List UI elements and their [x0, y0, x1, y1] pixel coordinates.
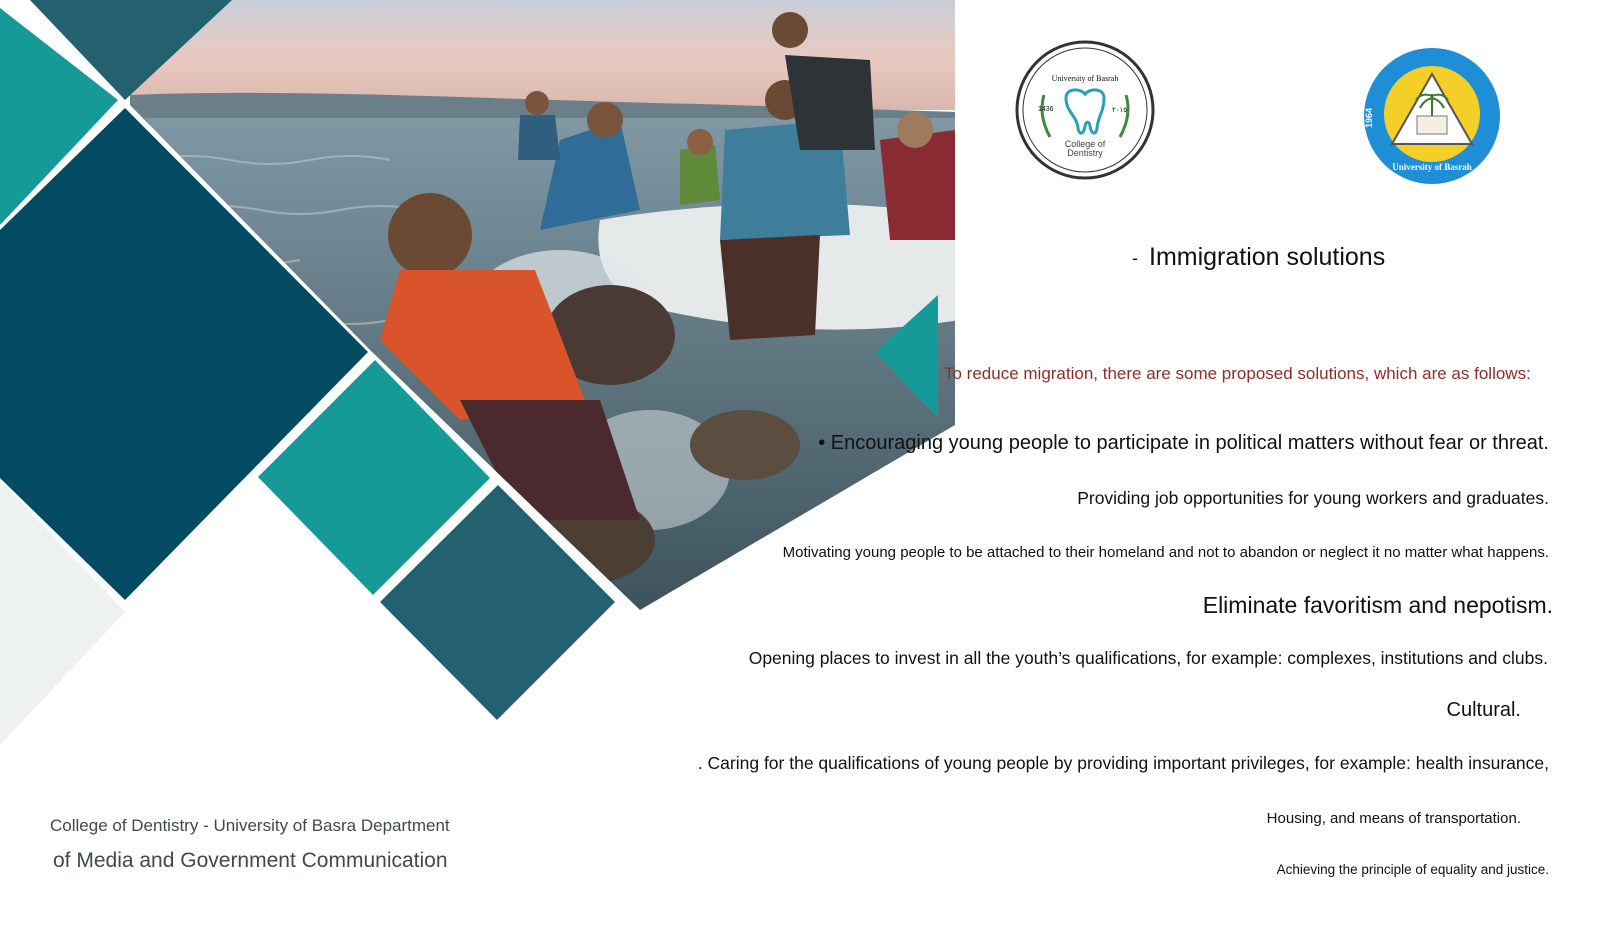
solution-item: Eliminate favoritism and nepotism. [1202, 592, 1553, 618]
solution-item: Opening places to invest in all the youth’s qualifications, for example: complexes, institutions and clubs. [748, 648, 1548, 668]
college-logo-year-right: ٢٠١٥ [1112, 107, 1128, 114]
solution-item: Achieving the principle of equality and justice. [1276, 862, 1549, 877]
solution-item: . Caring for the qualifications of young people by providing important privileges, for example: health insurance, [697, 753, 1549, 773]
solution-item: Cultural. [1446, 699, 1521, 721]
solution-item: Housing, and means of transportation. [1266, 810, 1521, 827]
page-title-marker: - [1132, 248, 1138, 268]
solution-item: Motivating young people to be attached to their homeland and not to abandon or neglect it no matter what happens. [782, 544, 1549, 561]
college-logo-name: College of Dentistry [1064, 139, 1106, 158]
college-logo-university: University of Basrah [1051, 74, 1119, 83]
page-title: Immigration solutions [1149, 243, 1386, 271]
footer-department-line2: of Media and Government Communication [53, 849, 448, 872]
university-of-basrah-logo [1362, 46, 1502, 186]
footer-department-line1: College of Dentistry - University of Basra Department [50, 816, 450, 835]
university-logo-year: 1964 [1364, 107, 1374, 128]
solution-item: Providing job opportunities for young workers and graduates. [1077, 488, 1549, 508]
college-of-dentistry-logo [1014, 40, 1156, 180]
solution-item: • Encouraging young people to participate in political matters without fear or threat. [818, 432, 1549, 454]
university-logo-name: University of Basrah [1392, 162, 1472, 172]
college-logo-year-left: 1436 [1038, 106, 1054, 113]
intro-text: To reduce migration, there are some proposed solutions, which are as follows: [944, 364, 1531, 383]
